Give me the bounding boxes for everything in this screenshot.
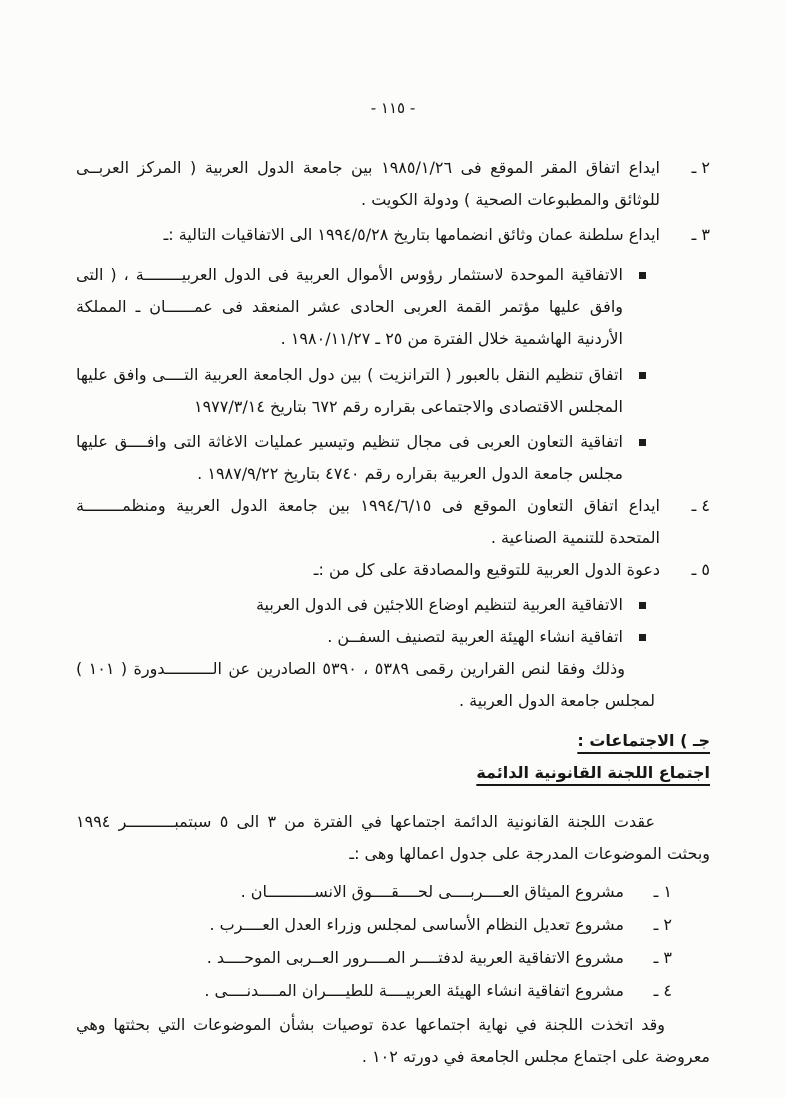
- item-marker: ٢ ـ: [653, 915, 672, 934]
- bullet-square-icon: [639, 439, 646, 446]
- page-number: - ١١٥ -: [370, 99, 416, 117]
- section-heading-meetings: [76, 725, 710, 757]
- item-text: ايداع سلطنة عمان وثائق انضمامها بتاريخ ١٩٩٤/٥/٢٨ الى الاتفاقيات التالية :ـ: [163, 225, 660, 244]
- bullet-item: [76, 426, 646, 490]
- bullet-text: اتفاقية انشاء الهيئة العربية لتصنيف السفــن .: [327, 627, 623, 646]
- subsection-heading-text: اجتماع اللجنة القانونية الدائمة: [476, 763, 710, 782]
- section-heading-text: جـ ) الاجتماعات :: [577, 731, 710, 750]
- item-marker: ٤ ـ: [691, 496, 710, 515]
- item-text: مشروع تعديل النظام الأساسى لمجلس وزراء العدل العــــرب .: [209, 915, 624, 934]
- item-text: مشروع الاتفاقية العربية لدفتــــر المــــرور العــربى الموحــــد .: [206, 948, 624, 967]
- agenda-item-3: [76, 942, 672, 974]
- item-text: ايداع اتفاق التعاون الموقع فى ١٩٩٤/٦/١٥ بين جامعة الدول العربية ومنظمــــــــة المتحدة للتنمية الصناعية .: [76, 496, 661, 547]
- bullet-square-icon: [639, 634, 646, 641]
- item-marker: ٢ ـ: [691, 158, 710, 177]
- item-marker: ٣ ـ: [691, 225, 710, 244]
- agenda-item-2: [76, 909, 672, 941]
- item-text: مشروع اتفاقية انشاء الهيئة العربيــــة للطيــــران المــــدنــــى .: [204, 981, 624, 1000]
- bullet-square-icon: [639, 272, 646, 279]
- item-marker: ٥ ـ: [691, 560, 710, 579]
- numbered-item-3: [76, 219, 710, 251]
- bullet-item: [76, 589, 646, 621]
- numbered-item-4: [76, 490, 710, 554]
- item-text: مشروع الميثاق العــــربــــى لحــــقــــوق الانســــــــــان .: [240, 882, 624, 901]
- item-text: ايداع اتفاق المقر الموقع فى ١٩٨٥/١/٢٦ بين جامعة الدول العربية ( المركز العربــى للوثائق والمطبوعات الصحية ) ودولة الكويت .: [76, 158, 660, 209]
- item-marker: ١ ـ: [653, 882, 672, 901]
- bullet-text: الاتفاقية العربية لتنظيم اوضاع اللاجئين فى الدول العربية: [255, 595, 623, 614]
- item-text: دعوة الدول العربية للتوقيع والمصادقة على كل من :ـ: [313, 560, 660, 579]
- bullet-item: [76, 259, 646, 355]
- subsection-heading-legal-committee: [76, 757, 710, 789]
- closing-paragraph-resolutions: وذلك وفقا لنص القرارين رقمى ٥٣٨٩ ، ٥٣٩٠ الصادرين عن الــــــــــدورة ( ١٠١ ) لمجلس جامعة الدول العربية .: [76, 659, 655, 710]
- numbered-item-5: [76, 554, 710, 586]
- agenda-item-4: [76, 975, 672, 1007]
- bullet-square-icon: [639, 372, 646, 379]
- bullet-square-icon: [639, 602, 646, 609]
- bullet-item: [76, 621, 646, 653]
- agenda-item-1: [76, 876, 672, 908]
- bullet-item: [76, 359, 646, 423]
- bullet-text: اتفاق تنظيم النقل بالعبور ( الترانزيت ) بين دول الجامعة العربية التــــى وافق عليها المجلس الاقتصادى والاجتماعى بقراره رقم ٦٧٢ بتاريخ ١٩٧٧/٣/١٤: [76, 365, 623, 416]
- closing-paragraph-recommendations: وقد اتخذت اللجنة في نهاية اجتماعها عدة توصيات بشأن الموضوعات التي بحثتها وهي معروضة على اجتماع مجلس الجامعة في دورته ١٠٢ .: [76, 1015, 710, 1066]
- item-marker: ٣ ـ: [653, 948, 672, 967]
- bullet-text: اتفاقية التعاون العربى فى مجال تنظيم وتيسير عمليات الاغاثة التى وافــــق عليها مجلس جامعة الدول العربية بقراره رقم ٤٧٤٠ بتاريخ ١٩٨٧/٩/٢٢ .: [76, 432, 623, 483]
- paragraph-committee-session: عقدت اللجنة القانونية الدائمة اجتماعها في الفترة من ٣ الى ٥ سبتمبــــــــــر ١٩٩٤ وبحثت الموضوعات المدرجة على جدول اعمالها وهى :ـ: [76, 812, 710, 863]
- numbered-item-2: [76, 152, 710, 216]
- item-marker: ٤ ـ: [653, 981, 672, 1000]
- bullet-text: الاتفاقية الموحدة لاستثمار رؤوس الأموال العربية فى الدول العربيــــــــة ، ( التى وافق عليها مؤتمر القمة العربى الحادى عشر المنعقد فى عمــــــان ـ المملكة الأردنية الهاشمية خلال الفترة من ٢٥ ـ ١٩٨٠/١١/٢٧ .: [76, 265, 623, 348]
